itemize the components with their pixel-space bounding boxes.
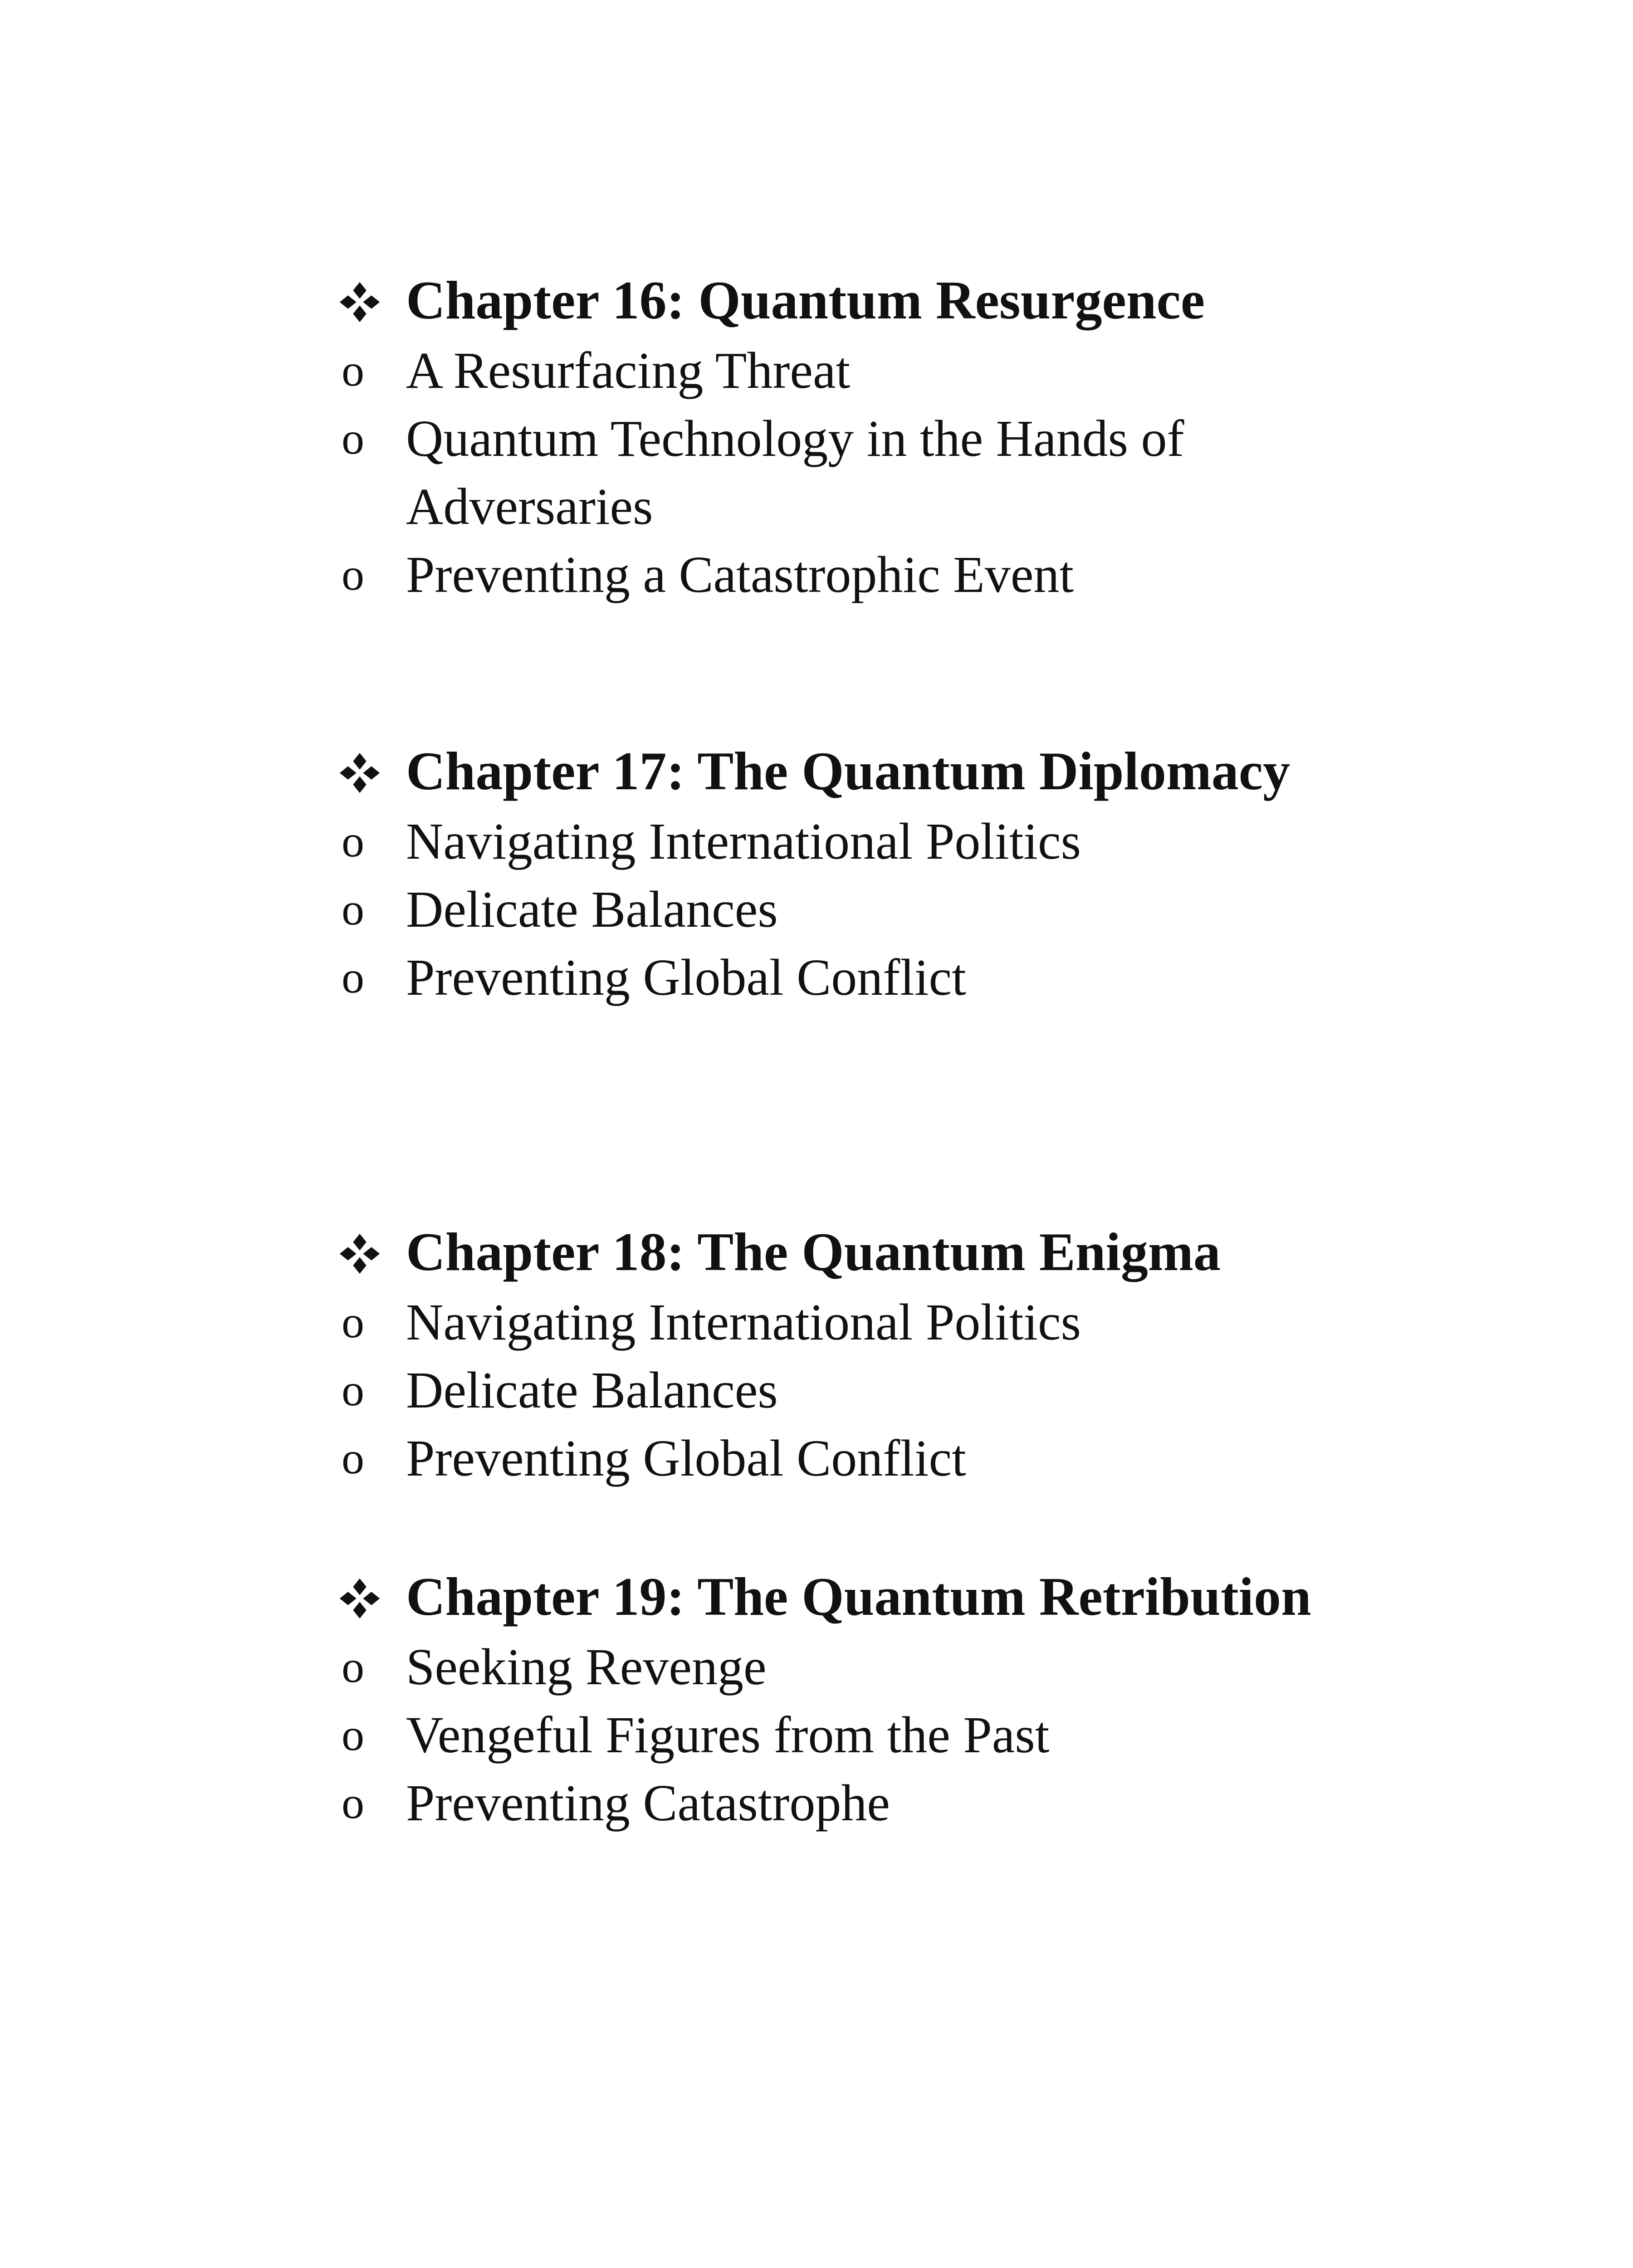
list-item (338, 807, 1336, 875)
list-item (338, 1356, 1336, 1424)
list-item (338, 943, 1336, 1012)
hollow-circle-bullet-icon: o (342, 952, 364, 1002)
list-item (338, 1633, 1336, 1701)
chapter-heading (338, 1560, 1336, 1633)
list-item (338, 1288, 1336, 1356)
chapter-section-16 (338, 264, 1336, 609)
chapter-title: Chapter 18: The Quantum Enigma (406, 1222, 1221, 1282)
list-item-text: Navigating International Politics (406, 1293, 1081, 1351)
four-diamond-bullet-icon (339, 1578, 381, 1619)
chapter-section-17 (338, 735, 1336, 1012)
chapter-section-19 (338, 1560, 1336, 1837)
subtopic-list (338, 807, 1336, 1012)
list-item (338, 541, 1336, 609)
chapter-title: Chapter 17: The Quantum Diplomacy (406, 741, 1291, 801)
chapter-title: Chapter 19: The Quantum Retribution (406, 1566, 1311, 1627)
list-item-text: Vengeful Figures from the Past (406, 1706, 1050, 1764)
four-diamond-bullet-icon (339, 281, 381, 323)
list-item-text: A Resurfacing Threat (406, 342, 851, 399)
hollow-circle-bullet-icon: o (342, 1778, 364, 1828)
hollow-circle-bullet-icon: o (342, 1642, 364, 1692)
hollow-circle-bullet-icon: o (342, 1365, 364, 1415)
subtopic-list (338, 1288, 1336, 1492)
list-item-text: Preventing a Catastrophic Event (406, 546, 1074, 603)
list-item (338, 875, 1336, 943)
list-item-text: Seeking Revenge (406, 1638, 767, 1696)
list-item-text: Quantum Technology in the Hands of Adversaries (406, 410, 1184, 535)
hollow-circle-bullet-icon: o (342, 816, 364, 866)
hollow-circle-bullet-icon: o (342, 345, 364, 396)
chapter-heading (338, 264, 1336, 337)
list-item-text: Preventing Global Conflict (406, 948, 966, 1006)
list-item (338, 1769, 1336, 1837)
list-item-text: Delicate Balances (406, 1361, 778, 1419)
four-diamond-bullet-icon (339, 1233, 381, 1275)
chapter-section-18 (338, 1216, 1336, 1492)
chapter-heading (338, 735, 1336, 807)
list-item-text: Preventing Catastrophe (406, 1774, 890, 1832)
list-item (338, 1424, 1336, 1492)
hollow-circle-bullet-icon: o (342, 884, 364, 934)
subtopic-list (338, 337, 1336, 609)
hollow-circle-bullet-icon: o (342, 413, 364, 464)
chapter-title: Chapter 16: Quantum Resurgence (406, 270, 1205, 330)
hollow-circle-bullet-icon: o (342, 549, 364, 600)
list-item-text: Preventing Global Conflict (406, 1429, 966, 1487)
hollow-circle-bullet-icon: o (342, 1297, 364, 1347)
list-item (338, 337, 1336, 405)
list-item-text: Delicate Balances (406, 880, 778, 938)
list-item (338, 405, 1336, 541)
list-item (338, 1701, 1336, 1769)
chapter-heading (338, 1216, 1336, 1288)
four-diamond-bullet-icon (339, 752, 381, 794)
hollow-circle-bullet-icon: o (342, 1433, 364, 1483)
hollow-circle-bullet-icon: o (342, 1710, 364, 1760)
list-item-text: Navigating International Politics (406, 812, 1081, 870)
subtopic-list (338, 1633, 1336, 1837)
